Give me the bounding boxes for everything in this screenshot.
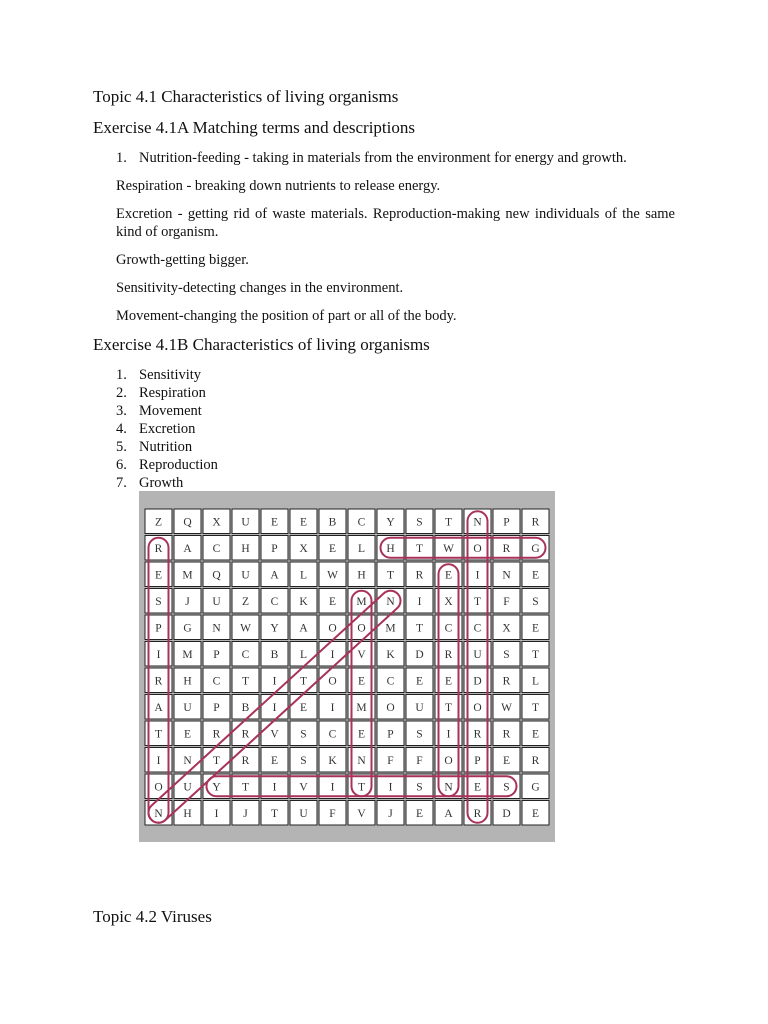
grid-letter: S	[503, 781, 510, 794]
matching-item-1	[116, 149, 675, 167]
item-text: Respiration	[139, 385, 206, 401]
grid-letter: C	[212, 542, 221, 555]
grid-letter: S	[532, 595, 539, 608]
grid-letter: R	[473, 728, 482, 741]
grid-letter: C	[357, 516, 366, 529]
grid-letter: U	[241, 516, 250, 529]
grid-letter: W	[240, 622, 251, 635]
grid-letter: C	[212, 675, 221, 688]
grid-letter: R	[241, 754, 250, 767]
grid-letter: O	[444, 754, 453, 767]
grid-letter: T	[241, 781, 250, 794]
grid-letter: C	[328, 728, 337, 741]
grid-letter: O	[357, 622, 366, 635]
grid-letter: B	[270, 648, 279, 661]
grid-letter: S	[416, 781, 423, 794]
movement-description: Movement-changing the position of part or all of the body.	[116, 308, 457, 324]
grid-letter: I	[330, 701, 335, 714]
grid-letter: E	[299, 516, 308, 529]
grid-letter: M	[356, 701, 367, 714]
grid-letter: E	[270, 754, 279, 767]
grid-letter: I	[156, 754, 161, 767]
grid-letter: O	[386, 701, 395, 714]
grid-letter: N	[444, 781, 453, 794]
grid-letter: E	[531, 622, 540, 635]
grid-letter: P	[271, 542, 278, 555]
grid-letter: E	[444, 569, 453, 582]
grid-letter: C	[473, 622, 482, 635]
grid-letter: M	[182, 648, 193, 661]
grid-letter: I	[330, 781, 335, 794]
grid-letter: R	[473, 807, 482, 820]
grid-letter: I	[272, 781, 277, 794]
grid-letter: E	[328, 542, 337, 555]
grid-letter: P	[503, 516, 510, 529]
grid-letter: L	[299, 648, 308, 661]
grid-letter: D	[502, 807, 511, 820]
item-number: 2.	[116, 385, 127, 401]
grid-letter: K	[386, 648, 395, 661]
grid-letter: O	[473, 701, 482, 714]
grid-letter: E	[154, 569, 163, 582]
list-item	[116, 420, 218, 438]
grid-letter: T	[270, 807, 279, 820]
topic-heading-4-1: Topic 4.1 Characteristics of living organisms	[93, 87, 399, 106]
grid-letter: P	[213, 701, 220, 714]
excretion-description: Excretion - getting rid of waste materials. Reproduction-making new individuals of the same kind of organism.	[116, 206, 675, 240]
grid-letter: B	[328, 516, 337, 529]
grid-letter: R	[212, 728, 221, 741]
grid-letter: F	[329, 807, 336, 820]
grid-letter: E	[299, 701, 308, 714]
grid-letter: D	[415, 648, 424, 661]
list-item	[116, 438, 218, 456]
grid-letter: E	[270, 516, 279, 529]
topic-heading-4-2: Topic 4.2 Viruses	[93, 907, 212, 926]
grid-letter: K	[299, 595, 308, 608]
grid-letter: I	[388, 781, 393, 794]
grid-letter: S	[155, 595, 162, 608]
grid-letter: Y	[386, 516, 395, 529]
grid-letter: R	[241, 728, 250, 741]
grid-letter: X	[212, 516, 221, 529]
grid-letter: H	[357, 569, 366, 582]
grid-letter: V	[299, 781, 308, 794]
grid-letter: W	[443, 542, 454, 555]
grid-letter: P	[387, 728, 394, 741]
grid-letter: R	[154, 542, 163, 555]
grid-letter: Y	[270, 622, 279, 635]
growth-description: Growth-getting bigger.	[116, 252, 249, 268]
list-item	[116, 366, 218, 384]
grid-letter: T	[212, 754, 221, 767]
grid-letter: A	[299, 622, 308, 635]
grid-letter: T	[357, 781, 366, 794]
grid-letter: O	[473, 542, 482, 555]
grid-letter: J	[243, 807, 248, 820]
grid-letter: T	[241, 675, 250, 688]
grid-letter: E	[531, 728, 540, 741]
grid-letter: O	[328, 675, 337, 688]
grid-letter: V	[270, 728, 279, 741]
exercise-heading-4-1a: Exercise 4.1A Matching terms and descriptions	[93, 118, 415, 137]
grid-letter: X	[444, 595, 453, 608]
grid-letter: K	[328, 754, 337, 767]
grid-letter: H	[183, 675, 192, 688]
exercise-heading-4-1b: Exercise 4.1B Characteristics of living organisms	[93, 335, 430, 354]
grid-letter: U	[212, 595, 221, 608]
grid-letter: E	[357, 728, 366, 741]
item-number: 3.	[116, 403, 127, 419]
grid-letter: I	[475, 569, 480, 582]
grid-letter: T	[531, 648, 540, 661]
grid-letter: E	[473, 781, 482, 794]
grid-letter: M	[182, 569, 193, 582]
grid-letter: N	[357, 754, 366, 767]
list-item	[116, 384, 218, 402]
grid-letter: H	[183, 807, 192, 820]
grid-letter: P	[474, 754, 481, 767]
grid-letter: L	[531, 675, 540, 688]
grid-letter: G	[531, 542, 540, 555]
grid-letter: Q	[183, 516, 192, 529]
grid-letter: T	[444, 516, 453, 529]
grid-letter: U	[415, 701, 424, 714]
item-number: 1.	[116, 150, 127, 166]
grid-letter: E	[183, 728, 192, 741]
list-item	[116, 402, 218, 420]
list-item	[116, 456, 218, 474]
grid-letter: T	[473, 595, 482, 608]
grid-letter: E	[531, 569, 540, 582]
respiration-description: Respiration - breaking down nutrients to release energy.	[116, 178, 441, 194]
item-text: Reproduction	[139, 457, 218, 473]
grid-letter: W	[327, 569, 338, 582]
grid-letter: G	[183, 622, 192, 635]
grid-letter: R	[531, 516, 540, 529]
grid-letter: S	[503, 648, 510, 661]
item-number: 4.	[116, 421, 127, 437]
grid-letter: X	[299, 542, 308, 555]
grid-letter: S	[300, 728, 307, 741]
grid-letter: E	[357, 675, 366, 688]
grid-letter: T	[531, 701, 540, 714]
grid-letter: A	[154, 701, 163, 714]
grid-letter: C	[270, 595, 279, 608]
grid-letter: R	[502, 542, 511, 555]
item-number: 1.	[116, 367, 127, 383]
grid-letter: R	[502, 675, 511, 688]
grid-letter: U	[473, 648, 482, 661]
grid-letter: E	[531, 807, 540, 820]
grid-letter: L	[299, 569, 308, 582]
grid-letter: N	[154, 807, 163, 820]
characteristics-list	[116, 366, 218, 492]
grid-letter: M	[385, 622, 396, 635]
item-text: Excretion	[139, 421, 196, 437]
grid-letter: N	[183, 754, 192, 767]
grid-letter: B	[241, 701, 250, 714]
grid-letter: F	[387, 754, 394, 767]
grid-letter: R	[531, 754, 540, 767]
item-text: Growth	[139, 475, 184, 491]
grid-letter: J	[185, 595, 190, 608]
list-item	[116, 474, 218, 492]
item-number: 7.	[116, 475, 127, 491]
grid-letter: D	[473, 675, 482, 688]
grid-letter: N	[212, 622, 221, 635]
grid-letter: I	[330, 648, 335, 661]
grid-letter: G	[531, 781, 540, 794]
grid-letter: N	[502, 569, 511, 582]
grid-letter: U	[299, 807, 308, 820]
grid-letter: S	[300, 754, 307, 767]
grid-letter: V	[357, 648, 366, 661]
grid-letter: R	[415, 569, 424, 582]
word-search-grid	[139, 491, 555, 842]
grid-letter: O	[328, 622, 337, 635]
grid-letter: X	[502, 622, 511, 635]
grid-letter: S	[416, 516, 423, 529]
item-text: Sensitivity	[139, 367, 202, 383]
grid-letter: W	[501, 701, 512, 714]
grid-letter: T	[415, 542, 424, 555]
item-text: Movement	[139, 403, 202, 419]
item-text: Nutrition	[139, 439, 193, 455]
grid-letter: U	[183, 701, 192, 714]
grid-letter: U	[241, 569, 250, 582]
word-search-puzzle	[139, 491, 555, 842]
grid-letter: I	[417, 595, 422, 608]
grid-letter: T	[154, 728, 163, 741]
grid-letter: T	[415, 622, 424, 635]
grid-letter: H	[241, 542, 250, 555]
grid-letter: Y	[212, 781, 221, 794]
grid-letter: I	[272, 701, 277, 714]
grid-letter: E	[502, 754, 511, 767]
grid-letter: E	[444, 675, 453, 688]
grid-letter: Z	[241, 595, 250, 608]
grid-letter: N	[386, 595, 395, 608]
grid-letter: T	[444, 701, 453, 714]
grid-letter: H	[386, 542, 395, 555]
grid-letter: C	[241, 648, 250, 661]
grid-letter: O	[154, 781, 163, 794]
grid-letter: E	[328, 595, 337, 608]
nutrition-description: Nutrition-feeding - taking in materials from the environment for energy and growth.	[139, 150, 627, 166]
grid-letter: R	[154, 675, 163, 688]
grid-letter: Z	[154, 516, 163, 529]
grid-letter: S	[416, 728, 423, 741]
grid-letter: U	[183, 781, 192, 794]
grid-letter: A	[183, 542, 192, 555]
grid-letter: E	[415, 675, 424, 688]
grid-letter: I	[272, 675, 277, 688]
grid-letter: E	[415, 807, 424, 820]
grid-letter: I	[156, 648, 161, 661]
grid-letter: Q	[212, 569, 221, 582]
grid-letter: I	[446, 728, 451, 741]
item-number: 5.	[116, 439, 127, 455]
grid-letter: P	[155, 622, 162, 635]
grid-letter: A	[444, 807, 453, 820]
grid-letter: R	[444, 648, 453, 661]
grid-letter: T	[299, 675, 308, 688]
grid-letter: C	[386, 675, 395, 688]
sensitivity-description: Sensitivity-detecting changes in the environment.	[116, 280, 404, 296]
grid-letter: F	[503, 595, 510, 608]
grid-letter: F	[416, 754, 423, 767]
grid-letter: C	[444, 622, 453, 635]
item-number: 6.	[116, 457, 127, 473]
grid-letter: A	[270, 569, 279, 582]
grid-letter: T	[386, 569, 395, 582]
grid-letter: V	[357, 807, 366, 820]
grid-letter: L	[357, 542, 366, 555]
grid-letter: M	[356, 595, 367, 608]
grid-letter: R	[502, 728, 511, 741]
grid-letter: P	[213, 648, 220, 661]
grid-letter: N	[473, 516, 482, 529]
grid-letter: J	[388, 807, 393, 820]
grid-letter: I	[214, 807, 219, 820]
